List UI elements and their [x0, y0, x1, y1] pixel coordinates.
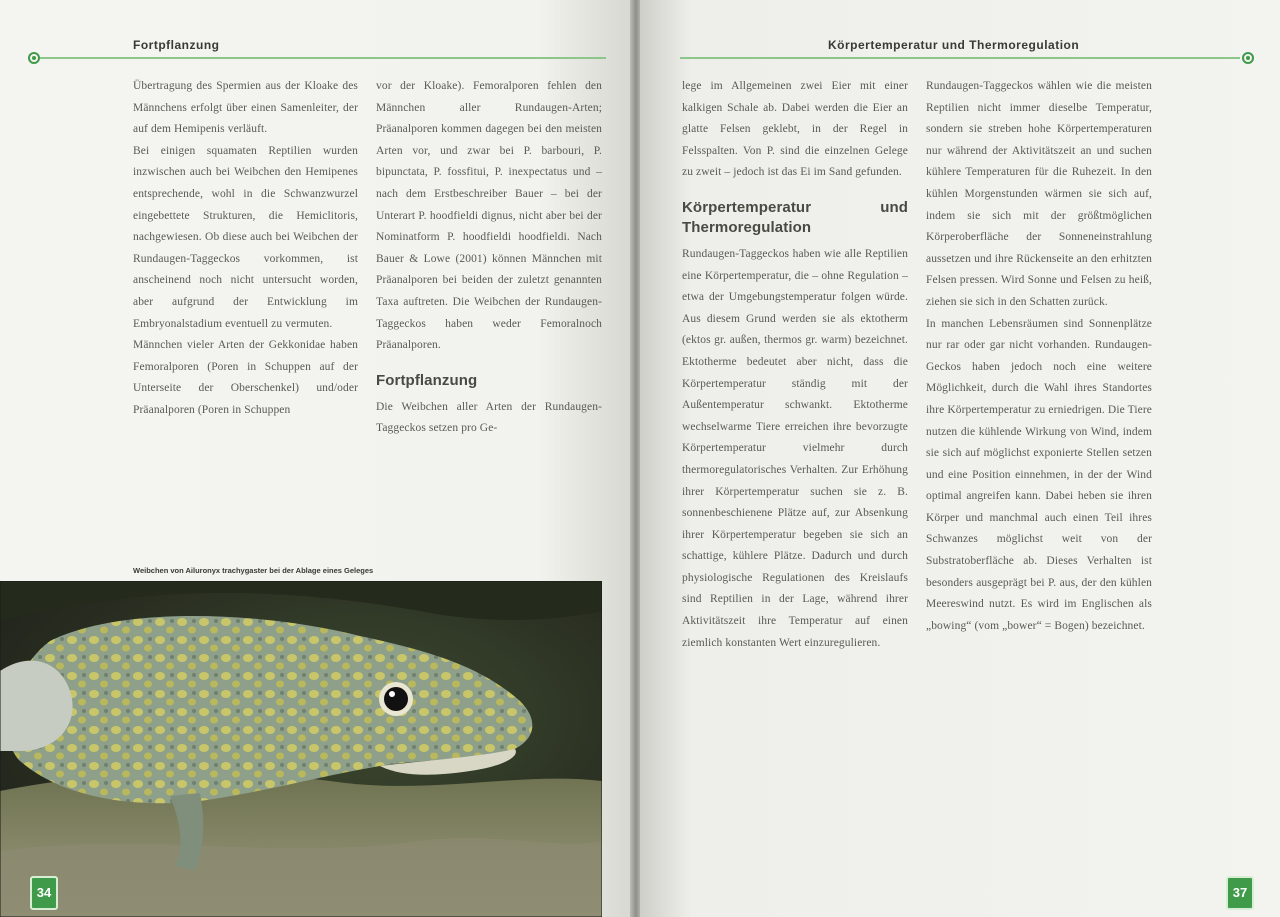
header-rule [40, 57, 606, 59]
right-page [640, 0, 1280, 917]
header-rule [680, 57, 1240, 59]
text-column-1 [682, 76, 908, 654]
left-page [0, 0, 632, 917]
paragraph: lege im Allgemeinen zwei Eier mit einer kalkigen Schale ab. Dabei werden die Eier an glatte Felsen geklebt, in der Regel in Felsspalten. Von P. sind die einzelnen Gelege zu zweit – jedoch ist das Ei im Sand gefunden. [682, 80, 908, 179]
page-number: 34 [30, 876, 58, 910]
paragraph: vor der Kloake). Femoralporen fehlen den Männchen aller Rundaugen-Arten; Präanalporen kommen dagegen bei den meisten Arten vor, und zwar bei P. barbouri, P. bipunctata, P. fossfitui, P. inexpectatus und – nach dem Erstbeschreiber Bauer – bei der Unterart P. hoodfieldi dignus, nicht aber bei der Nominatform P. hoodfieldi hoodfieldi. Nach Bauer & Lowe (2001) können Männchen mit Präanalporen bei beiden der zuletzt genannten Taxa auftreten. Die Weibchen der Rundaugen-Taggeckos haben weder Femoralnoch Präanalporen. [376, 80, 602, 352]
paragraph: Männchen vieler Arten der Gekkonidae haben Femoralporen (Poren in Schuppen auf der Unterseite der Oberschenkel) und/oder Präanalporen (Poren in Schuppen [133, 339, 358, 416]
section-heading: Körpertemperatur und Thermoregulation [682, 198, 908, 236]
paragraph: Die Weibchen aller Arten der Rundaugen-Taggeckos setzen pro Ge- [376, 400, 602, 435]
text-column-2 [926, 76, 1152, 637]
paragraph: Übertragung des Spermien aus der Kloake des Männchens erfolgt über einen Samenleiter, der auf dem Hemipenis verläuft. [133, 80, 358, 136]
ornament-icon [27, 51, 41, 65]
ornament-icon [1241, 51, 1255, 65]
photo-caption: Weibchen von Ailuronyx trachygaster bei der Ablage eines Geleges [133, 566, 374, 575]
page-number: 37 [1226, 876, 1254, 910]
paragraph: Rundaugen-Taggeckos wählen wie die meisten Reptilien nicht immer dieselbe Temperatur, sondern sie streben hohe Körpertemperaturen nur während der Aktivitätszeit an und suchen kühlere Temperaturen für die Ruhezeit. In den kühlen Morgenstunden wärmen sie sich auf, indem sie sich mit der größtmöglichen Körperoberfläche der Sonneneinstrahlung aussetzen und ihre Rückenseite an den erhitzten Felsen pressen. Wird Sonne und Felsen zu heiß, ziehen sie sich in den Schatten zurück. [926, 80, 1152, 308]
gecko-photo [0, 581, 602, 917]
paragraph: In manchen Lebensräumen sind Sonnenplätze nur rar oder gar nicht vorhanden. Rundaugen-Geckos haben jedoch noch eine weitere Möglichkeit, durch die Wahl ihres Standortes ihre Körpertemperatur zu erniedrigen. Die Tiere nutzen die kühlende Wirkung von Wind, indem sie sich auf möglichst exponierte Stellen setzen und eine Position einnehmen, in der der Wind optimal angreifen kann. Dabei heben sie ihren Körper und manchmal auch einen Teil ihres Schwanzes möglichst weit von der Substratoberfläche ab. Dieses Verhalten ist besonders ausgeprägt bei P. aus, der den kühlen Meereswind nutzt. Es wird im Englischen als „bowing“ (vom „bower“ = Bogen) bezeichnet. [926, 317, 1152, 632]
text-column-1 [133, 76, 358, 422]
paragraph: Rundaugen-Taggeckos haben wie alle Reptilien eine Körpertemperatur, die – ohne Regulation – etwa der Umgebungstemperatur folgen würde. Aus diesem Grund werden sie als ektotherm (ektos gr. außen, thermos gr. warm) bezeichnet. Ektotherme bedeutet aber nicht, dass die Körpertemperatur ständig mit der Außentemperatur schwankt. Ektotherme wechselwarme Tiere erreichen ihre bevorzugte Körpertemperatur vielmehr durch thermoregulatorisches Verhalten. Zur Erhöhung ihrer Körpertemperatur suchen sie z. B. sonnenbeschienene Plätze auf, zur Absenkung ihrer Körpertemperatur begeben sie sich an schattige, kühlere Plätze. Dadurch und durch physiologische Regulationen des Kreislaufs sind Reptilien in der Lage, während ihrer Aktivitätszeit ihre Temperatur auf einen ziemlich konstanten Wert einzuregulieren. [682, 247, 908, 649]
section-heading: Fortpflanzung [376, 371, 478, 389]
running-head-left: Fortpflanzung [133, 38, 220, 52]
running-head-right: Körpertemperatur und Thermoregulation [828, 38, 1080, 52]
text-column-2 [376, 76, 602, 440]
paragraph: Bei einigen squamaten Reptilien wurden inzwischen auch bei Weibchen den Hemipenes entsprechende, wohl in die Schwanzwurzel eingebettete Strukturen, die Hemiclitoris, nachgewiesen. Ob diese auch bei Weibchen der Rundaugen-Taggeckos vorkommen, ist anscheinend noch nicht untersucht worden, aber aufgrund der Entwicklung im Embryonalstadium eventuell zu vermuten. [133, 144, 358, 330]
